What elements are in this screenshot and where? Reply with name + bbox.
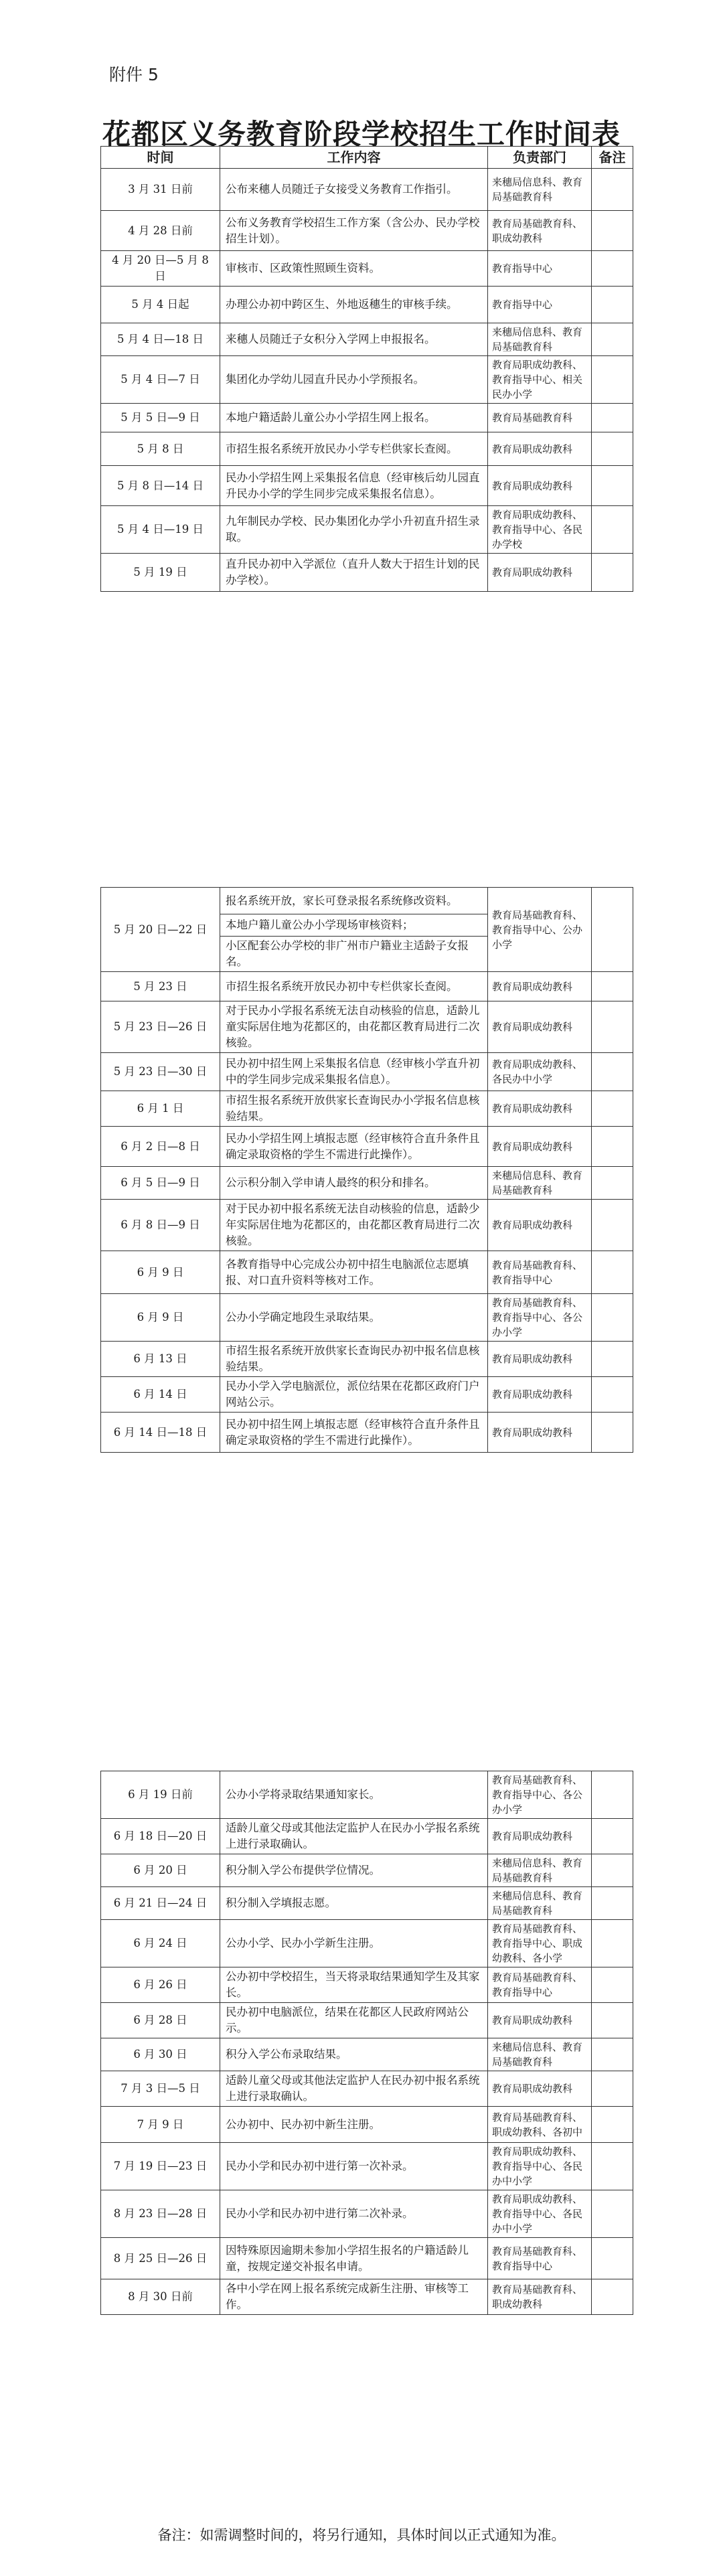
table-row xyxy=(101,432,633,466)
note-cell xyxy=(592,554,633,592)
table-row xyxy=(101,2003,633,2038)
note-cell xyxy=(592,1053,633,1091)
time-cell: 5 月 8 日—14 日 xyxy=(101,466,220,506)
note-cell xyxy=(592,356,633,404)
work-content-cell: 民办初中电脑派位，结果在花都区人民政府网站公示。 xyxy=(220,2003,488,2038)
note-cell xyxy=(592,287,633,323)
table-row xyxy=(101,356,633,404)
table-row xyxy=(101,2107,633,2143)
department-cell: 教育局职成幼教科 xyxy=(488,1377,592,1413)
time-cell: 3 月 31 日前 xyxy=(101,169,220,211)
department-cell: 教育局职成幼教科 xyxy=(488,432,592,466)
table-row xyxy=(101,2238,633,2279)
work-content-cell: 积分制入学公布提供学位情况。 xyxy=(220,1854,488,1887)
department-cell: 来穗局信息科、教育局基础教育科 xyxy=(488,169,592,211)
table-row xyxy=(101,466,633,506)
note-cell xyxy=(592,888,633,972)
work-content-cell: 民办小学和民办初中进行第二次补录。 xyxy=(220,2190,488,2238)
note-cell xyxy=(592,1967,633,2003)
table-row xyxy=(101,1342,633,1377)
table-body xyxy=(101,888,633,1453)
attachment-label: 附件 5 xyxy=(109,65,159,84)
department-cell: 教育局职成幼教科 xyxy=(488,2071,592,2107)
note-cell xyxy=(592,323,633,356)
work-content-cell: 民办小学招生网上采集报名信息（经审核后幼儿园直升民办小学的学生同步完成采集报名信息）。 xyxy=(220,466,488,506)
department-cell: 教育局职成幼教科 xyxy=(488,1413,592,1453)
note-cell xyxy=(592,169,633,211)
work-content-cell: 公办初中学校招生，当天将录取结果通知学生及其家长。 xyxy=(220,1967,488,2003)
work-content-cell: 民办初中招生网上填报志愿（经审核符合直升条件且确定录取资格的学生不需进行此操作）。 xyxy=(220,1413,488,1453)
work-content-cell: 九年制民办学校、民办集团化办学小升初直升招生录取。 xyxy=(220,506,488,554)
document-title: 花都区义务教育阶段学校招生工作时间表 xyxy=(102,118,621,151)
note-cell xyxy=(592,1342,633,1377)
department-cell: 来穗局信息科、教育局基础教育科 xyxy=(488,2038,592,2071)
table-row xyxy=(101,404,633,432)
schedule-table-part-3 xyxy=(100,1771,633,2315)
work-content-cell: 市招生报名系统开放供家长查询民办初中报名信息核验结果。 xyxy=(220,1342,488,1377)
work-content-cell: 适龄儿童父母或其他法定监护人在民办小学报名系统上进行录取确认。 xyxy=(220,1819,488,1854)
note-cell xyxy=(592,251,633,287)
department-cell: 来穗局信息科、教育局基础教育科 xyxy=(488,1167,592,1200)
department-cell: 教育局基础教育科、教育指导中心、职成幼教科、各小学 xyxy=(488,1920,592,1967)
note-cell xyxy=(592,1920,633,1967)
footnote: 备注：如需调整时间的，将另行通知，具体时间以正式通知为准。 xyxy=(157,2527,566,2543)
note-cell xyxy=(592,466,633,506)
time-cell: 8 月 30 日前 xyxy=(101,2279,220,2315)
table-row xyxy=(101,1967,633,2003)
table-row xyxy=(101,1167,633,1200)
work-content-cell: 对于民办初中报名系统无法自动核验的信息，适龄少年实际居住地为花都区的，由花都区教育局进行二次核验。 xyxy=(220,1200,488,1251)
schedule-table-part-1 xyxy=(100,146,633,592)
work-content-cell: 市招生报名系统开放供家长查询民办小学报名信息核验结果。 xyxy=(220,1091,488,1127)
table-row xyxy=(101,287,633,323)
table-row xyxy=(101,1887,633,1920)
time-cell: 5 月 4 日—18 日 xyxy=(101,323,220,356)
table-row xyxy=(101,1053,633,1091)
time-cell: 6 月 18 日—20 日 xyxy=(101,1819,220,1854)
department-cell: 教育局基础教育科、教育指导中心、各公办小学 xyxy=(488,1771,592,1819)
work-content-cell: 民办小学招生网上填报志愿（经审核符合直升条件且确定录取资格的学生不需进行此操作）。 xyxy=(220,1127,488,1167)
time-cell: 5 月 4 日—19 日 xyxy=(101,506,220,554)
work-content-cell: 直升民办初中入学派位（直升人数大于招生计划的民办学校）。 xyxy=(220,554,488,592)
time-cell: 6 月 26 日 xyxy=(101,1967,220,2003)
note-cell xyxy=(592,432,633,466)
note-cell xyxy=(592,2238,633,2279)
note-cell xyxy=(592,1127,633,1167)
work-content-cell: 本地户籍儿童公办小学现场审核资料； xyxy=(220,914,488,937)
work-content-cell: 对于民办小学报名系统无法自动核验的信息，适龄儿童实际居住地为花都区的，由花都区教育局进行二次核验。 xyxy=(220,1001,488,1053)
table-row xyxy=(101,2038,633,2071)
time-cell: 6 月 14 日—18 日 xyxy=(101,1413,220,1453)
note-cell xyxy=(592,1854,633,1887)
work-content-cell: 民办初中招生网上采集报名信息（经审核小学直升初中的学生同步完成采集报名信息）。 xyxy=(220,1053,488,1091)
table-row xyxy=(101,1294,633,1342)
department-cell: 教育局职成幼教科 xyxy=(488,1001,592,1053)
schedule-table-part-2 xyxy=(100,887,633,1453)
department-cell: 教育局职成幼教科 xyxy=(488,972,592,1001)
work-content-cell: 民办小学和民办初中进行第一次补录。 xyxy=(220,2143,488,2190)
department-cell: 教育局职成幼教科 xyxy=(488,1200,592,1251)
time-cell: 6 月 24 日 xyxy=(101,1920,220,1967)
note-cell xyxy=(592,2279,633,2315)
note-cell xyxy=(592,1251,633,1294)
table-row xyxy=(101,251,633,287)
time-cell: 7 月 9 日 xyxy=(101,2107,220,2143)
table-row xyxy=(101,2071,633,2107)
note-cell xyxy=(592,1200,633,1251)
work-content-cell: 各中小学在网上报名系统完成新生注册、审核等工作。 xyxy=(220,2279,488,2315)
time-cell: 6 月 9 日 xyxy=(101,1251,220,1294)
work-content-cell: 审核市、区政策性照顾生资料。 xyxy=(220,251,488,287)
time-cell: 6 月 14 日 xyxy=(101,1377,220,1413)
time-cell: 6 月 30 日 xyxy=(101,2038,220,2071)
work-content-cell: 市招生报名系统开放民办小学专栏供家长查阅。 xyxy=(220,432,488,466)
department-cell: 教育局基础教育科 xyxy=(488,404,592,432)
work-content-cell: 市招生报名系统开放民办初中专栏供家长查阅。 xyxy=(220,972,488,1001)
table-row xyxy=(101,888,633,914)
note-cell xyxy=(592,972,633,1001)
department-cell: 教育局职成幼教科 xyxy=(488,2003,592,2038)
time-cell: 6 月 1 日 xyxy=(101,1091,220,1127)
time-cell: 6 月 13 日 xyxy=(101,1342,220,1377)
work-content-cell: 报名系统开放，家长可登录报名系统修改资料。 xyxy=(220,888,488,914)
time-cell: 5 月 5 日—9 日 xyxy=(101,404,220,432)
table-row xyxy=(101,1771,633,1819)
department-cell: 教育局基础教育科、教育指导中心 xyxy=(488,1251,592,1294)
time-cell: 5 月 4 日起 xyxy=(101,287,220,323)
department-cell: 教育指导中心 xyxy=(488,251,592,287)
work-content-cell: 积分制入学填报志愿。 xyxy=(220,1887,488,1920)
note-cell xyxy=(592,506,633,554)
department-cell: 教育局基础教育科、教育指导中心、各公办小学 xyxy=(488,1294,592,1342)
department-cell: 教育局职成幼教科、教育指导中心、各民办中小学 xyxy=(488,2143,592,2190)
time-cell: 6 月 20 日 xyxy=(101,1854,220,1887)
work-content-cell: 本地户籍适龄儿童公办小学招生网上报名。 xyxy=(220,404,488,432)
table-row xyxy=(101,554,633,592)
work-content-cell: 集团化办学幼儿园直升民办小学预报名。 xyxy=(220,356,488,404)
note-cell xyxy=(592,1413,633,1453)
time-cell: 7 月 3 日—5 日 xyxy=(101,2071,220,2107)
time-cell: 8 月 23 日—28 日 xyxy=(101,2190,220,2238)
department-cell: 教育局基础教育科、职成幼教科 xyxy=(488,2279,592,2315)
time-cell: 5 月 23 日—30 日 xyxy=(101,1053,220,1091)
department-cell: 教育局基础教育科、教育指导中心 xyxy=(488,2238,592,2279)
work-content-cell: 公布义务教育学校招生工作方案（含公办、民办学校招生计划）。 xyxy=(220,211,488,251)
work-content-cell: 公办小学确定地段生录取结果。 xyxy=(220,1294,488,1342)
note-cell xyxy=(592,1091,633,1127)
table-row xyxy=(101,1200,633,1251)
work-content-cell: 办理公办初中跨区生、外地返穗生的审核手续。 xyxy=(220,287,488,323)
note-cell xyxy=(592,404,633,432)
header-note: 备注 xyxy=(592,147,633,169)
department-cell: 教育局职成幼教科 xyxy=(488,1127,592,1167)
department-cell: 教育局职成幼教科 xyxy=(488,1342,592,1377)
work-content-cell: 因特殊原因逾期未参加小学招生报名的户籍适龄儿童，按规定递交补报名申请。 xyxy=(220,2238,488,2279)
table-header-row xyxy=(101,147,633,169)
table-row xyxy=(101,1819,633,1854)
work-content-cell: 积分入学公布录取结果。 xyxy=(220,2038,488,2071)
department-cell: 教育局职成幼教科 xyxy=(488,1091,592,1127)
table-row xyxy=(101,506,633,554)
table-body xyxy=(101,169,633,592)
table-row xyxy=(101,1854,633,1887)
table-row xyxy=(101,1251,633,1294)
table-row xyxy=(101,1377,633,1413)
table-row xyxy=(101,1091,633,1127)
table-row xyxy=(101,2279,633,2315)
table-row xyxy=(101,211,633,251)
time-cell: 4 月 20 日—5 月 8 日 xyxy=(101,251,220,287)
note-cell xyxy=(592,2143,633,2190)
table-row xyxy=(101,323,633,356)
time-cell: 4 月 28 日前 xyxy=(101,211,220,251)
time-cell: 6 月 28 日 xyxy=(101,2003,220,2038)
department-cell: 来穗局信息科、教育局基础教育科 xyxy=(488,1854,592,1887)
time-cell: 5 月 4 日—7 日 xyxy=(101,356,220,404)
department-cell: 教育局基础教育科、职成幼教科、各初中 xyxy=(488,2107,592,2143)
note-cell xyxy=(592,2071,633,2107)
time-cell: 6 月 21 日—24 日 xyxy=(101,1887,220,1920)
table-row xyxy=(101,1920,633,1967)
note-cell xyxy=(592,1771,633,1819)
department-cell: 教育局职成幼教科、教育指导中心、各民办中小学 xyxy=(488,2190,592,2238)
table-row xyxy=(101,1127,633,1167)
work-content-cell: 公办小学将录取结果通知家长。 xyxy=(220,1771,488,1819)
work-content-cell: 公布来穗人员随迁子女接受义务教育工作指引。 xyxy=(220,169,488,211)
table-row xyxy=(101,1001,633,1053)
note-cell xyxy=(592,2190,633,2238)
time-cell: 6 月 5 日—9 日 xyxy=(101,1167,220,1200)
table-body xyxy=(101,1771,633,2315)
note-cell xyxy=(592,1377,633,1413)
time-cell: 5 月 8 日 xyxy=(101,432,220,466)
time-cell: 6 月 2 日—8 日 xyxy=(101,1127,220,1167)
department-cell: 教育局基础教育科、教育指导中心、公办小学 xyxy=(488,888,592,972)
note-cell xyxy=(592,2107,633,2143)
header-time: 时间 xyxy=(101,147,220,169)
table-row xyxy=(101,972,633,1001)
department-cell: 教育指导中心 xyxy=(488,287,592,323)
table-row xyxy=(101,2190,633,2238)
time-cell: 6 月 19 日前 xyxy=(101,1771,220,1819)
note-cell xyxy=(592,1887,633,1920)
work-content-cell: 适龄儿童父母或其他法定监护人在民办初中报名系统上进行录取确认。 xyxy=(220,2071,488,2107)
work-content-cell: 公办初中、民办初中新生注册。 xyxy=(220,2107,488,2143)
time-cell: 5 月 19 日 xyxy=(101,554,220,592)
time-cell: 6 月 9 日 xyxy=(101,1294,220,1342)
department-cell: 教育局基础教育科、教育指导中心 xyxy=(488,1967,592,2003)
note-cell xyxy=(592,1294,633,1342)
work-content-cell: 来穗人员随迁子女积分入学网上申报报名。 xyxy=(220,323,488,356)
work-content-cell: 小区配套公办学校的非广州市户籍业主适龄子女报名。 xyxy=(220,937,488,972)
department-cell: 教育局职成幼教科 xyxy=(488,1819,592,1854)
time-cell: 5 月 20 日—22 日 xyxy=(101,888,220,972)
work-content-cell: 各教育指导中心完成公办初中招生电脑派位志愿填报、对口直升资料等核对工作。 xyxy=(220,1251,488,1294)
department-cell: 教育局职成幼教科、教育指导中心、相关民办小学 xyxy=(488,356,592,404)
note-cell xyxy=(592,211,633,251)
department-cell: 教育局基础教育科、职成幼教科 xyxy=(488,211,592,251)
table-row xyxy=(101,2143,633,2190)
note-cell xyxy=(592,1819,633,1854)
department-cell: 来穗局信息科、教育局基础教育科 xyxy=(488,1887,592,1920)
table-row xyxy=(101,1413,633,1453)
note-cell xyxy=(592,2003,633,2038)
time-cell: 6 月 8 日—9 日 xyxy=(101,1200,220,1251)
time-cell: 5 月 23 日 xyxy=(101,972,220,1001)
department-cell: 教育局职成幼教科 xyxy=(488,554,592,592)
note-cell xyxy=(592,2038,633,2071)
note-cell xyxy=(592,1001,633,1053)
work-content-cell: 公示积分制入学申请人最终的积分和排名。 xyxy=(220,1167,488,1200)
department-cell: 教育局职成幼教科、各民办中小学 xyxy=(488,1053,592,1091)
time-cell: 8 月 25 日—26 日 xyxy=(101,2238,220,2279)
header-work: 工作内容 xyxy=(220,147,488,169)
department-cell: 教育局职成幼教科、教育指导中心、各民办学校 xyxy=(488,506,592,554)
time-cell: 7 月 19 日—23 日 xyxy=(101,2143,220,2190)
time-cell: 5 月 23 日—26 日 xyxy=(101,1001,220,1053)
table-row xyxy=(101,169,633,211)
work-content-cell: 公办小学、民办小学新生注册。 xyxy=(220,1920,488,1967)
note-cell xyxy=(592,1167,633,1200)
department-cell: 来穗局信息科、教育局基础教育科 xyxy=(488,323,592,356)
work-content-cell: 民办小学入学电脑派位，派位结果在花都区政府门户网站公示。 xyxy=(220,1377,488,1413)
department-cell: 教育局职成幼教科 xyxy=(488,466,592,506)
header-dept: 负责部门 xyxy=(488,147,592,169)
